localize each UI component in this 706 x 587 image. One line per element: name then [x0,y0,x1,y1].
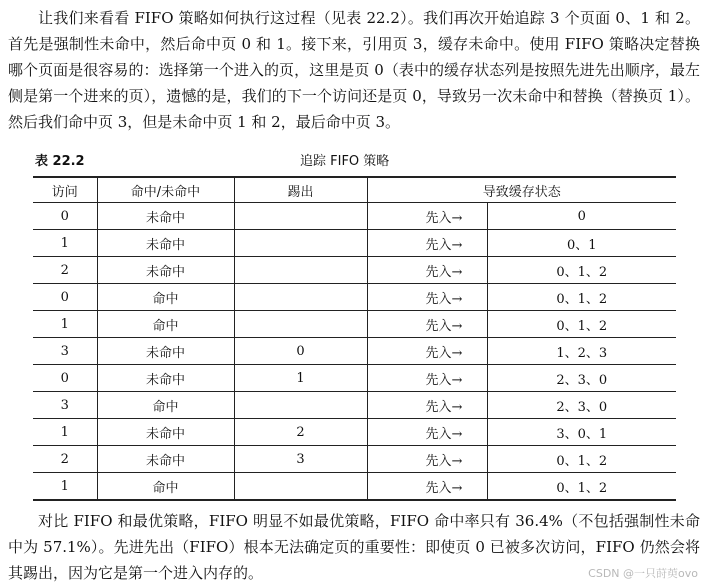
header-hit-miss: 命中/未命中 [97,177,234,203]
cell-hit-miss: 命中 [97,284,234,311]
cell-first-in-label: 先入→ [367,338,487,365]
cell-first-in-label: 先入→ [367,446,487,473]
cell-hit-miss: 未命中 [97,365,234,392]
cell-cache-state: 1、2、3 [487,338,676,365]
table-row [33,284,676,311]
cell-access: 0 [33,365,97,392]
table-title: 追踪 FIFO 策略 [300,154,390,169]
cell-hit-miss: 未命中 [97,257,234,284]
table-number: 表 22.2 [35,154,85,169]
cell-first-in-label: 先入→ [367,392,487,419]
cell-hit-miss: 命中 [97,311,234,338]
cell-first-in-label: 先入→ [367,365,487,392]
cell-cache-state: 0、1 [487,230,676,257]
cell-access: 2 [33,257,97,284]
table-header-row [33,177,676,203]
cell-access: 3 [33,392,97,419]
cell-first-in-label: 先入→ [367,419,487,446]
cell-access: 3 [33,338,97,365]
cell-evict [234,473,367,501]
table-row [33,446,676,473]
cell-evict [234,392,367,419]
cell-hit-miss: 未命中 [97,230,234,257]
cell-cache-state: 0、1、2 [487,311,676,338]
cell-access: 2 [33,446,97,473]
table-row [33,392,676,419]
cell-cache-state: 0、1、2 [487,473,676,501]
cell-access: 1 [33,419,97,446]
header-evict: 踢出 [234,177,367,203]
header-cache-state: 导致缓存状态 [367,177,676,203]
cell-cache-state: 3、0、1 [487,419,676,446]
cell-hit-miss: 未命中 [97,203,234,230]
cell-access: 1 [33,311,97,338]
cell-first-in-label: 先入→ [367,230,487,257]
cell-evict [234,284,367,311]
cell-access: 1 [33,230,97,257]
table-row [33,365,676,392]
cell-evict [234,311,367,338]
table-row [33,338,676,365]
table-row [33,473,676,501]
cell-evict: 0 [234,338,367,365]
cell-access: 0 [33,203,97,230]
watermark: CSDN @一只莳萸ovo [588,567,698,580]
cell-cache-state: 2、3、0 [487,365,676,392]
cell-cache-state: 0、1、2 [487,257,676,284]
table-row [33,203,676,230]
fifo-trace-table [33,176,676,501]
table-caption [35,150,675,170]
table-row [33,230,676,257]
cell-evict: 2 [234,419,367,446]
cell-first-in-label: 先入→ [367,257,487,284]
header-access: 访问 [33,177,97,203]
cell-cache-state: 0 [487,203,676,230]
cell-access: 0 [33,284,97,311]
table-row [33,419,676,446]
cell-cache-state: 2、3、0 [487,392,676,419]
cell-first-in-label: 先入→ [367,473,487,501]
cell-hit-miss: 未命中 [97,446,234,473]
cell-hit-miss: 命中 [97,473,234,501]
cell-evict [234,230,367,257]
cell-evict [234,203,367,230]
table-row [33,311,676,338]
cell-evict: 3 [234,446,367,473]
cell-cache-state: 0、1、2 [487,446,676,473]
cell-first-in-label: 先入→ [367,203,487,230]
cell-hit-miss: 命中 [97,392,234,419]
cell-cache-state: 0、1、2 [487,284,676,311]
cell-hit-miss: 未命中 [97,338,234,365]
cell-evict [234,257,367,284]
conclusion-paragraph: 对比 FIFO 和最优策略，FIFO 明显不如最优策略，FIFO 命中率只有 36.4%（不包括强制性未命中为 57.1%）。先进先出（FIFO）根本无法确定页的重要性：即使页 0 已被多次访问，FIFO 仍然会将其踢出，因为它是第一个进入内存的。 [8,512,700,582]
table-row [33,257,676,284]
intro-paragraph: 让我们来看看 FIFO 策略如何执行这过程（见表 22.2）。我们再次开始追踪 3 个页面 0、1 和 2。首先是强制性未命中，然后命中页 0 和 1。接下来，引用页 3，缓存未命中。使用 FIFO 策略决定替换哪个页面是很容易的：选择第一个进入的页，这里是页 0（表中的缓存状态列是按照先进先出顺序，最左侧是第一个进来的页），遗憾的是，我们的下一个访问还是页 0，导致另一次未命中和替换（替换页 1）。然后我们命中页 3，但是未命中页 1 和 2，最后命中页 3。 [8,9,700,131]
cell-hit-miss: 未命中 [97,419,234,446]
cell-access: 1 [60,478,69,494]
cell-first-in-label: 先入→ [367,284,487,311]
cell-evict: 1 [234,365,367,392]
cell-first-in-label: 先入→ [367,311,487,338]
